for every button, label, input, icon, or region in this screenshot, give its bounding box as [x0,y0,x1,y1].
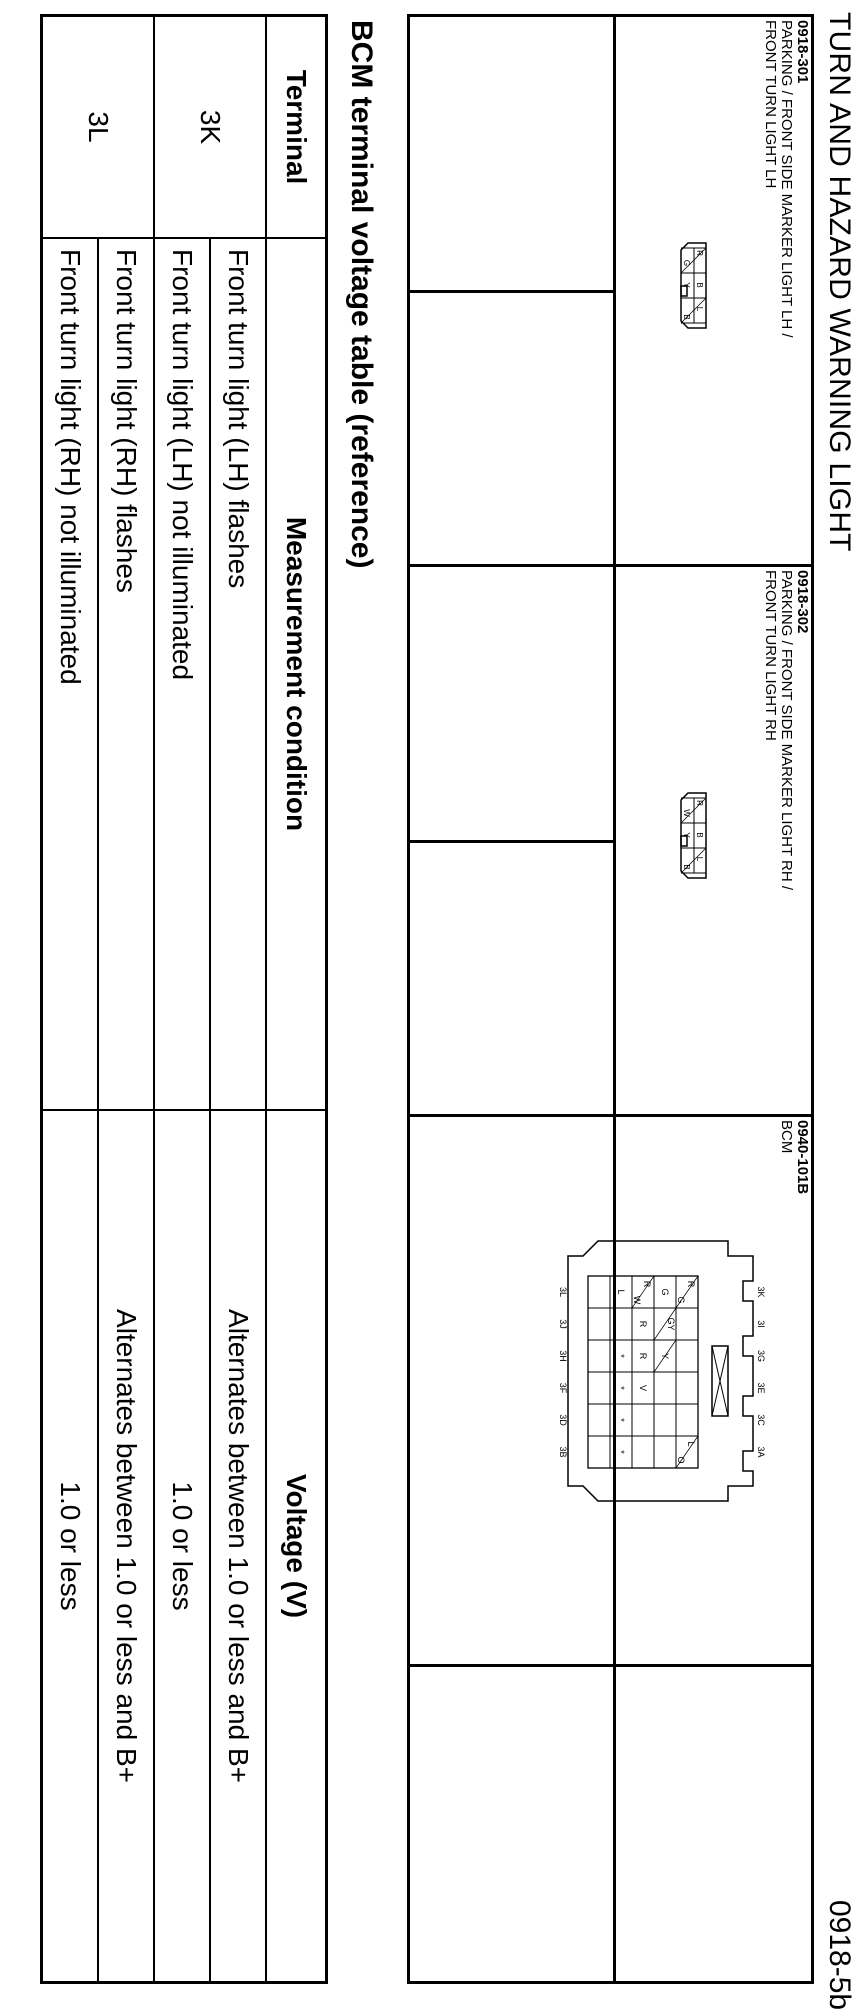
connector-rh-diagram [658,783,718,888]
condition-cell: Front turn light (RH) not illuminated [42,238,99,1110]
table-row [154,16,210,1983]
pin-label: R [695,800,704,806]
pin-label: L [695,306,704,312]
column-header-voltage: Voltage (V) [266,1110,327,1983]
terminal-cell: 3L [42,16,155,239]
wire-color: Y [660,1352,670,1360]
grid-divider-v3 [407,1664,814,1667]
connector-caption-rh [762,570,810,890]
wire-color: R [686,1280,696,1288]
terminal-label: 3D [558,1414,568,1426]
condition-cell: Front turn light (LH) flashes [210,238,266,1110]
connector-name: BCM [778,1120,795,1154]
grid-divider-v2 [407,1114,814,1117]
wire-color: R [638,1352,648,1360]
page-title: TURN AND HAZARD WARNING LIGHT [823,12,856,552]
terminal-cell: 3K [154,16,266,239]
voltage-cell: Alternates between 1.0 or less and B+ [210,1110,266,1983]
table-row [98,16,154,1983]
terminal-label: 3A [756,1446,766,1458]
terminal-label: 3H [558,1350,568,1362]
terminal-label: 3L [558,1286,568,1298]
connector-lh-diagram [658,233,718,338]
voltage-table [40,14,328,1984]
condition-cell: Front turn light (RH) flashes [98,238,154,1110]
connector-name: PARKING / FRONT SIDE MARKER LIGHT RH / [778,570,795,891]
wire-color: R [642,1280,652,1288]
wire-color: G [660,1288,670,1296]
pin-label: Y [682,282,691,288]
pin-label: B [695,832,704,838]
wire-color: GY [666,1317,676,1331]
terminal-label: 3G [756,1349,766,1363]
connector-grid [407,14,814,1984]
table-row [42,16,99,1983]
grid-divider-h [613,14,616,1984]
unused-pin: * [616,1386,626,1390]
connector-name: FRONT TURN LIGHT RH [762,570,779,741]
wire-color: V [638,1384,648,1392]
column-header-condition: Measurement condition [266,238,327,1110]
grid-divider-v5 [407,840,616,843]
page-number: 0918-5b [823,1900,856,2010]
pin-label: B [682,314,691,320]
terminal-label: 3K [756,1286,766,1298]
pin-label: B [682,864,691,870]
pin-label: Y [682,832,691,838]
voltage-cell: Alternates between 1.0 or less and B+ [98,1110,154,1983]
wire-color: R [638,1320,648,1328]
table-row [210,16,266,1983]
wire-color: L [616,1289,626,1295]
unused-pin: * [616,1354,626,1358]
pin-label: R [695,250,704,256]
voltage-cell: 1.0 or less [42,1110,99,1983]
connector-name: PARKING / FRONT SIDE MARKER LIGHT LH / [778,20,795,338]
voltage-table-title: BCM terminal voltage table (reference) [345,20,378,569]
terminal-label: 3J [558,1319,568,1329]
condition-cell: Front turn light (LH) not illuminated [154,238,210,1110]
pin-label: B [695,282,704,288]
terminal-label: 3I [756,1320,766,1328]
wire-color: W [632,1295,642,1305]
connector-caption-lh [762,20,810,338]
table-header-row [266,16,327,1983]
grid-divider-v1 [407,564,814,567]
connector-code: 0918-301 [794,20,811,84]
wire-color: G [676,1296,686,1304]
pin-label: L [695,856,704,862]
terminal-label: 3B [558,1446,568,1458]
terminal-label: 3C [756,1414,766,1426]
unused-pin: * [616,1418,626,1422]
grid-divider-v4 [407,290,616,293]
column-header-terminal: Terminal [266,16,327,239]
terminal-label: 3F [558,1382,568,1394]
connector-code: 0918-302 [794,570,811,634]
pin-label: W [682,809,691,817]
voltage-cell: 1.0 or less [154,1110,210,1983]
terminal-label: 3E [756,1382,766,1394]
wire-color: L [686,1441,696,1447]
unused-pin: * [616,1450,626,1454]
connector-code: 0940-101B [794,1120,811,1195]
connector-caption-bcm [778,1120,810,1194]
connector-name: FRONT TURN LIGHT LH [762,20,779,189]
bcm-connector-diagram [558,1226,768,1506]
wire-color: O [676,1456,686,1464]
pin-label: G [682,259,691,267]
